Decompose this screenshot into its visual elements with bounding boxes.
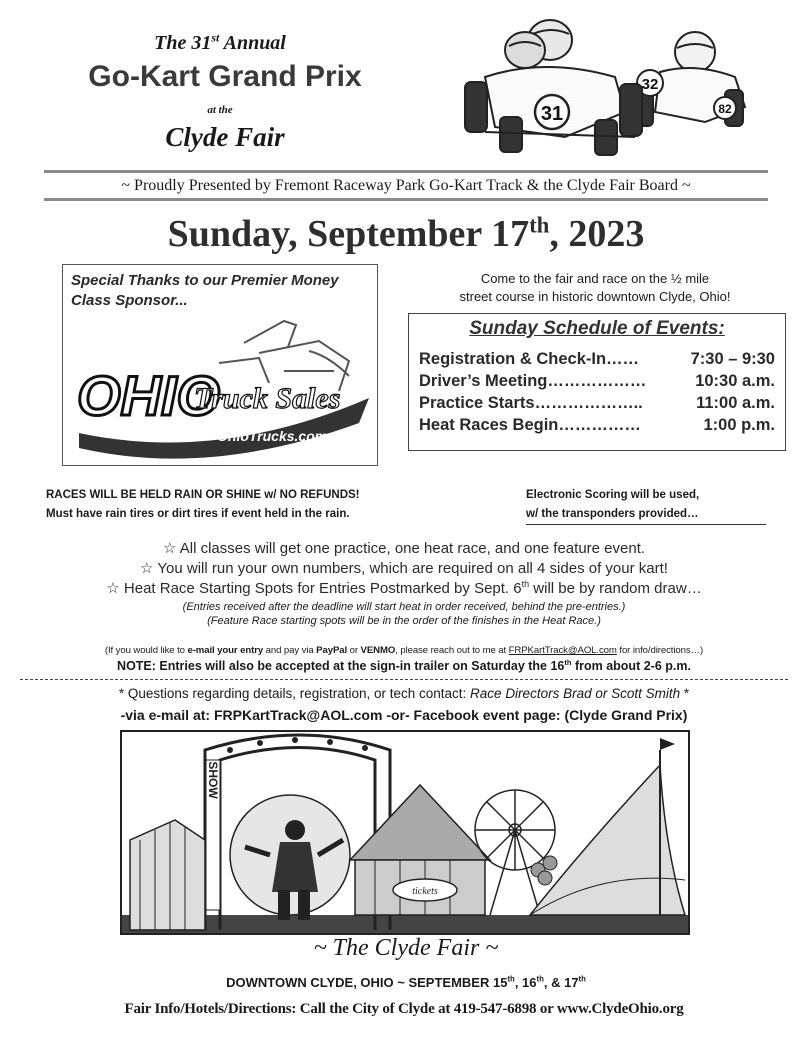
go-kart-illustration: [455, 12, 755, 162]
rain-notice-line-2: Must have rain tires or dirt tires if event held in the rain.: [46, 508, 350, 520]
divider-bottom: [44, 198, 768, 201]
sponsor-box: [62, 264, 378, 466]
star-icon: ☆: [106, 580, 120, 597]
email-link[interactable]: FRPKartTrack@AOL.com: [508, 645, 617, 656]
schedule-time: 10:30 a.m.: [695, 372, 775, 390]
show-sign: SHOW: [206, 761, 220, 799]
event-date: [40, 212, 772, 256]
scoring-notice-line-1: Electronic Scoring will be used,: [526, 489, 700, 501]
schedule-row: [419, 394, 775, 413]
contact-questions: * Questions regarding details, registration, or tech contact: Race Directors Brad or Scott Smith *: [118, 686, 690, 701]
sponsor-thanks: Special Thanks to our Premier Money Class Sponsor...: [71, 272, 339, 309]
date-main: Sunday, September 17: [167, 213, 530, 255]
rule-2-text: You will run your own numbers, which are required on all 4 sides of your kart!: [157, 560, 668, 577]
schedule-box: [408, 313, 786, 451]
schedule-row: [419, 350, 775, 369]
rule-3-text: Heat Race Starting Spots for Entries Postmarked by Sept. 6: [123, 580, 522, 597]
rain-notice: [46, 486, 486, 524]
kart-number-side: 82: [718, 102, 732, 116]
dashed-divider: [20, 679, 788, 680]
footer-info: Fair Info/Hotels/Directions: Call the City of Clyde at 419-547-6898 or www.ClydeOhio.org: [124, 1001, 684, 1017]
fair-illustration: [120, 730, 690, 935]
rules-notes: [20, 600, 788, 628]
schedule-label: Heat Races Begin……………: [419, 416, 641, 434]
rule-1: [20, 539, 788, 559]
rule-3-sup: th: [521, 579, 530, 589]
rule-2: [20, 559, 788, 579]
footer-fair-name: ~ The Clyde Fair ~: [313, 935, 499, 961]
ohio-truck-sales-logo: [69, 313, 369, 461]
annual-number: The 31: [154, 32, 212, 54]
fair-name-script: Clyde Fair: [165, 122, 285, 152]
footer-dates: DOWNTOWN CLYDE, OHIO ~ SEPTEMBER 15th, 16th, & 17th: [226, 974, 586, 990]
rule-1-text: All classes will get one practice, one heat race, and one feature event.: [179, 540, 646, 557]
logo-truck-sales: Truck Sales: [194, 382, 341, 415]
at-the-text: at the: [207, 104, 233, 116]
event-title: Go-Kart Grand Prix: [88, 60, 362, 93]
schedule-time: 11:00 a.m.: [696, 394, 775, 412]
kart-number-rear: 32: [641, 76, 659, 93]
schedule-heading: Sunday Schedule of Events:: [469, 318, 725, 339]
annual-line: [120, 32, 320, 55]
kart-number-front: 31: [540, 103, 564, 125]
logo-web: OhioTrucks.com: [217, 428, 328, 444]
schedule-label: Registration & Check-In……: [419, 350, 640, 368]
rules-note-1: (Entries received after the deadline will start heat in order received, behind the pre-entries.): [182, 601, 626, 613]
schedule-label: Driver’s Meeting………………: [419, 372, 647, 390]
schedule-time: 7:30 – 9:30: [690, 350, 775, 368]
annual-word: Annual: [219, 32, 286, 54]
date-sup: th: [529, 212, 550, 238]
contact-email-line: -via e-mail at: FRPKartTrack@AOL.com -or- Facebook event page: (Clyde Grand Prix): [120, 707, 688, 723]
schedule-label: Practice Starts………………..: [419, 394, 643, 412]
presented-by: ~ Proudly Presented by Fremont Raceway Park Go-Kart Track & the Clyde Fair Board ~: [121, 177, 691, 194]
schedule-time: 1:00 p.m.: [703, 416, 775, 434]
schedule-row: [419, 416, 775, 435]
rule-3: [20, 579, 788, 599]
intro-line-2: street course in historic downtown Clyde, Ohio!: [459, 289, 731, 304]
scoring-notice: [526, 486, 766, 525]
intro-text: [405, 270, 785, 306]
race-directors: Race Directors Brad or Scott Smith: [470, 686, 681, 701]
intro-line-1: Come to the fair and race on the ½ mile: [480, 271, 710, 286]
tickets-sign: tickets: [412, 886, 438, 897]
schedule-row: [419, 372, 775, 391]
logo-ohio: OHIO: [77, 364, 221, 427]
email-entry-note: (If you would like to e-mail your entry and pay via PayPal or VENMO, please reach out to me at FRPKartTrack@AOL.com for info/directions…): [104, 645, 704, 656]
annual-sup: st: [211, 30, 220, 45]
rules-block: [20, 539, 788, 599]
star-icon: ☆: [140, 560, 154, 577]
signin-note: NOTE: Entries will also be accepted at the sign-in trailer on Saturday the 16th from about 2-6 p.m.: [117, 657, 691, 673]
rain-notice-line-1: RACES WILL BE HELD RAIN OR SHINE w/ NO REFUNDS!: [46, 489, 360, 501]
divider-top: [44, 170, 768, 173]
star-icon: ☆: [162, 540, 177, 557]
rule-3-suffix: will be by random draw…: [529, 580, 702, 597]
date-year: , 2023: [549, 213, 645, 255]
rules-note-2: (Feature Race starting spots will be in the order of the finishes in the Heat Race.): [207, 615, 601, 627]
scoring-notice-line-2: w/ the transponders provided…: [526, 508, 699, 520]
